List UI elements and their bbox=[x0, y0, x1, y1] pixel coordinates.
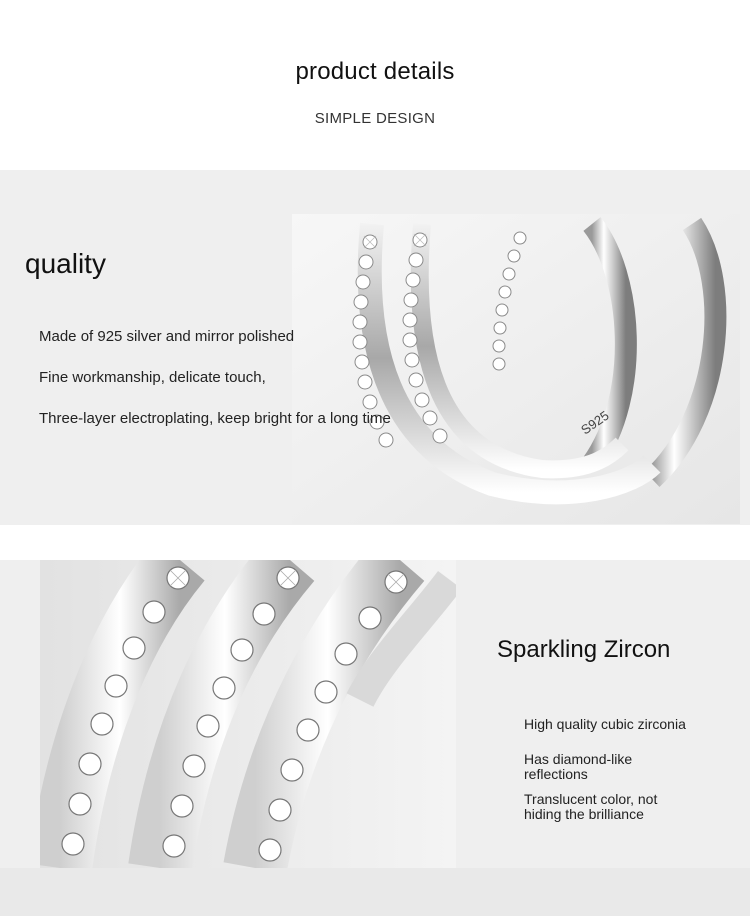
quality-feature: Three-layer electroplating, keep bright for a long time bbox=[39, 410, 391, 427]
ring-photo-closeup bbox=[40, 560, 456, 868]
zircon-feature: Translucent color, not hiding the brilliance bbox=[524, 791, 658, 822]
ring-photo-overview bbox=[292, 214, 740, 524]
zircon-feature: High quality cubic zirconia bbox=[524, 716, 686, 732]
header bbox=[0, 0, 750, 170]
zircon-feature: Has diamond-like reflections bbox=[524, 751, 633, 782]
section-footer-band bbox=[0, 868, 750, 916]
quality-heading: quality bbox=[25, 248, 106, 279]
quality-feature: Made of 925 silver and mirror polished bbox=[39, 328, 295, 345]
quality-feature: Fine workmanship, delicate touch, bbox=[39, 369, 266, 386]
zircon-heading: Sparkling Zircon bbox=[497, 636, 671, 663]
zircon-section bbox=[0, 560, 750, 916]
quality-section bbox=[0, 170, 750, 525]
page-title: product details bbox=[295, 58, 455, 85]
engraving-text: S925 bbox=[578, 407, 612, 438]
page-subtitle: SIMPLE DESIGN bbox=[314, 110, 436, 127]
